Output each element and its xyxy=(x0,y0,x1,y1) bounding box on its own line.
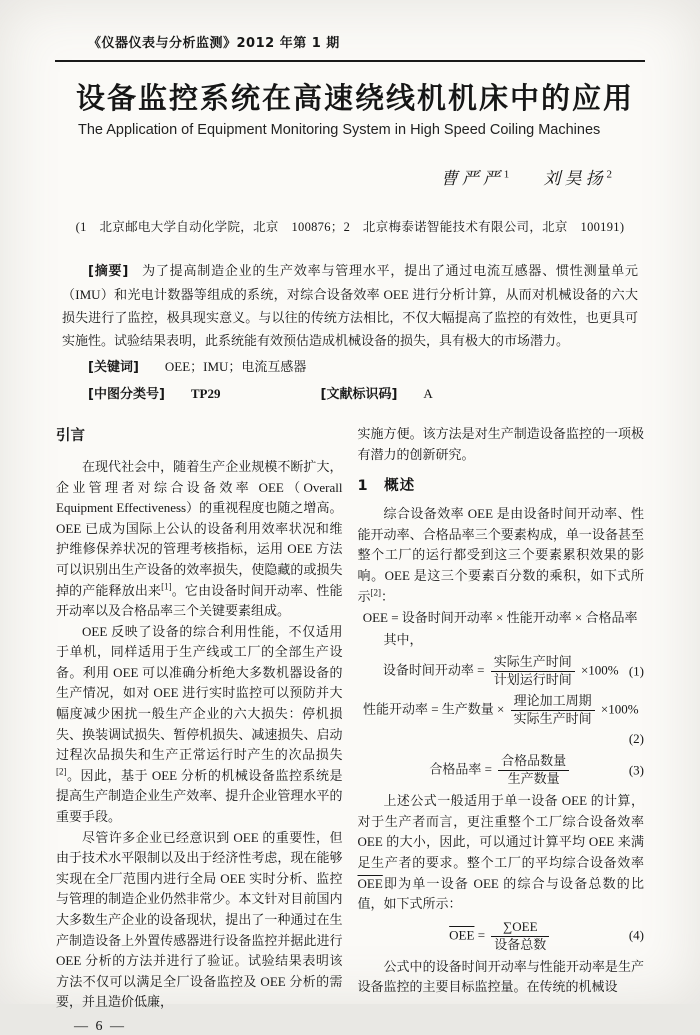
clc-label: [中图分类号] xyxy=(88,387,165,403)
availability-suffix: ×100% xyxy=(577,662,619,678)
left-paragraph-2: OEE 反映了设备的综合利用性能，不仅适用于单机，同样适用于生产线或工厂的全部生产设备。利用 OEE 可以准确分析绝大多数机器设备的生产情况，如对 OEE 进行实时监控可以预防并大幅度减少困扰一般生产企业的六大损失：停机损失、换装调试损失、暂停机损失、减速损失、启动过程次品损失和生产正常运行时产生的次品损失[2]。因此，基于 OEE 分析的机械设备监控系统是提高生产制造企业生产效率、提升企业管理水平的重要手段。 xyxy=(56,623,343,825)
two-column-body xyxy=(56,424,644,1013)
abstract-block xyxy=(62,259,638,352)
right-paragraph-2: 上述公式一般适用于单一设备 OEE 的计算，对于生产者而言，更注重整个工厂综合设备效率 OEE 的大小，因此，可以通过计算平均 OEE 来满足生产者的要求。整个工厂的平均综合设备效率$\overline{OEE}$即为单一设备 OEE 的综合与设备总数的比值，如下式所示： xyxy=(357,793,644,912)
right-paragraph-3: 公式中的设备时间开动率与性能开动率是生产设备监控的主要目标监控量。在传统的机械设 xyxy=(357,958,644,995)
average-oee-fraction xyxy=(491,919,549,954)
page-title: 设备监控系统在高速绕线机机床中的应用 xyxy=(76,81,635,115)
equation-number-1: (1) xyxy=(628,663,644,679)
average-oee-equals: = xyxy=(474,927,489,943)
performance-formula xyxy=(358,693,645,728)
author-1 xyxy=(441,169,510,188)
page-title-english: The Application of Equipment Monitoring System in High Speed Coiling Machines xyxy=(78,122,601,139)
quality-denominator: 生产数量 xyxy=(507,771,560,787)
quality-lhs: 合格品率 = xyxy=(429,761,496,777)
equation-number-4: (4) xyxy=(628,927,644,943)
front-matter xyxy=(62,259,638,406)
clc-value: TP29 xyxy=(190,386,221,402)
availability-denominator: 计划运行时间 xyxy=(493,672,572,688)
quality-formula xyxy=(358,753,645,788)
keywords-text: OEE；IMU；电流互感器 xyxy=(164,359,307,375)
left-column xyxy=(56,424,343,1013)
performance-numerator: 理论加工周期 xyxy=(511,693,595,711)
equation-number-2: (2) xyxy=(628,730,644,746)
right-continuation-paragraph: 实施方便。该方法是对生产制造设备监控的一项极有潜力的创新研究。 xyxy=(357,426,644,462)
right-column xyxy=(358,424,645,1013)
author-2-name: 刘昊扬 xyxy=(543,169,607,189)
doc-code-label: [文献标识码] xyxy=(320,387,398,403)
quality-numerator: 合格品数量 xyxy=(498,753,569,771)
oee-product-equation: OEE = 设备时间开动率 × 性能开动率 × 合格品率 xyxy=(362,610,638,626)
right-paragraph-1: 综合设备效率 OEE 是由设备时间开动率、性能开动率、合格品率三个要素构成，单一设备甚至整个工厂的运行都受到这三个要素累积效果的影响。OEE 是这三个要素百分数的乘积，如下式所示[2]： xyxy=(357,506,644,604)
author-1-name: 曹严严 xyxy=(440,169,504,189)
average-oee-lhs: $\overline{OEE}$ xyxy=(449,927,475,943)
keywords-line xyxy=(62,355,638,379)
page-number: — 6 — xyxy=(74,1018,126,1034)
left-paragraph-1: 在现代社会中，随着生产企业规模不断扩大，企业管理者对综合设备效率 OEE（Overall Equipment Effectiveness）的重视程度也随之增高。OEE 已成为国际上公认的设备利用效率状况和维护维修保养状况的管理考核指标，运用 OEE 方法可以识别出生产设备的效率损失，使隐藏的或损失掉的产能释放出来[1]。它由设备时间开动率、性能开动率以及合格品率三个关键要素组成。 xyxy=(56,458,343,619)
availability-lhs: 设备时间开动率 = xyxy=(382,662,488,678)
quality-fraction xyxy=(498,753,569,788)
header-rule xyxy=(55,60,645,62)
equation-intro-text: 其中， xyxy=(383,631,423,647)
affiliation-line: (1 北京邮电大学自动化学院，北京 100876；2 北京梅泰诺智能技术有限公司，北京 100191) xyxy=(75,220,625,235)
section-1-heading: 1 概述 xyxy=(357,477,416,494)
introduction-heading: 引言 xyxy=(56,428,85,445)
average-oee-numerator: ∑OEE xyxy=(491,919,549,937)
performance-fraction xyxy=(511,693,595,728)
doc-code-value: A xyxy=(423,386,433,402)
author-1-affiliation-mark: 1 xyxy=(503,168,510,181)
availability-formula xyxy=(358,654,645,689)
author-2 xyxy=(544,169,613,188)
abstract-text: 为了提高制造企业的生产效率与管理水平，提出了通过电流互感器、惯性测量单元（IMU）和光电计数器等组成的系统，对综合设备效率 OEE 进行分析计算，从而对机械设备的六大损失进行了监控，极具现实意义。与以往的传统方法相比，不仅大幅提高了监控的有效性，也更具可实施性。试验结果表明，此系统能有效预估造成机械设备的损失，具有极大的市场潜力。 xyxy=(62,263,638,349)
average-oee-denominator: 设备总数 xyxy=(494,936,547,952)
equation-number-3: (3) xyxy=(628,762,644,778)
average-oee-formula xyxy=(358,919,645,954)
left-paragraph-3: 尽管许多企业已经意识到 OEE 的重要性，但由于技术水平限制以及出于经济性考虑，现在能够实现在全厂范围内进行全局 OEE 实时分析、监控与管理的制造企业仍然非常少。本文针对目前国内大多数生产企业的设备现状，提出了一种通过在生产制造设备上外置传感器进行设备监控并据此进行 OEE 分析的方法并进行了验证。试验结果表明该方法不仅可以满足全厂设备监控及 OEE 分析的需要，并且造价低廉， xyxy=(56,829,343,1010)
author-list xyxy=(0,164,612,189)
journal-header: 《仪器仪表与分析监测》2012 年第 1 期 xyxy=(88,36,340,51)
author-2-affiliation-mark: 2 xyxy=(606,168,612,181)
abstract-label: [摘要] xyxy=(88,264,129,280)
performance-denominator: 实际生产时间 xyxy=(513,710,592,726)
keywords-label: [关键词] xyxy=(88,360,139,376)
performance-suffix: ×100% xyxy=(597,701,639,717)
performance-lhs: 性能开动率 = 生产数量 × xyxy=(362,701,508,717)
availability-fraction xyxy=(491,654,575,689)
classification-line xyxy=(62,382,638,406)
availability-numerator: 实际生产时间 xyxy=(491,654,575,672)
